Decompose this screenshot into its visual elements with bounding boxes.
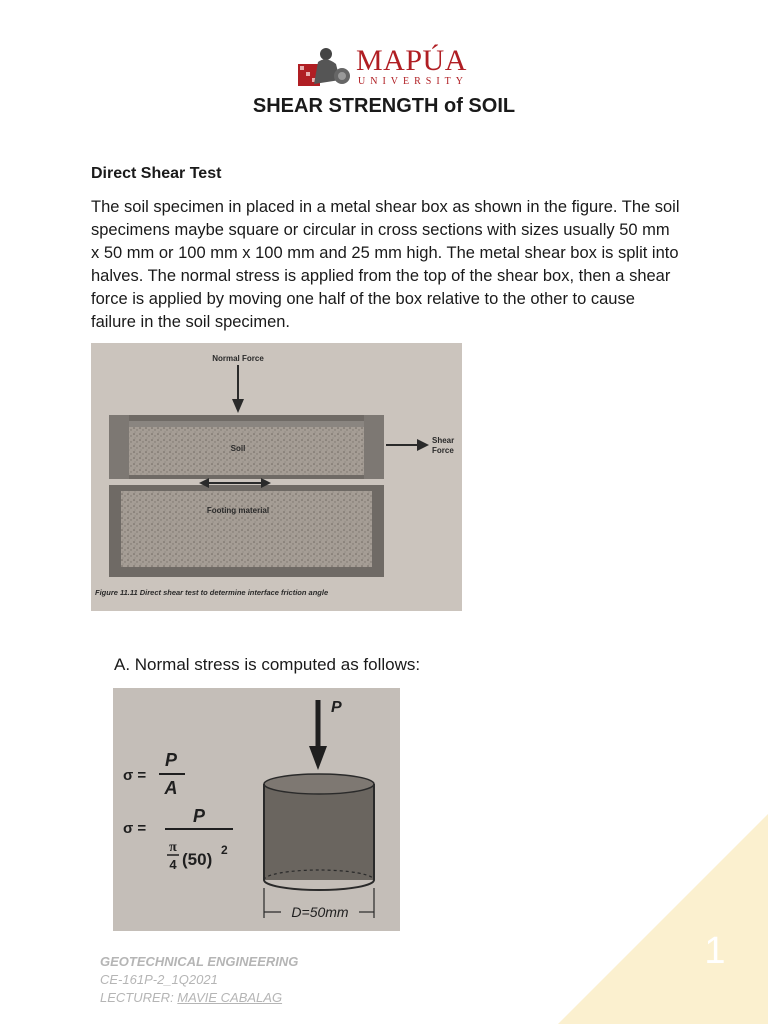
university-seal-icon (296, 44, 352, 88)
footer-lecturer-prefix: LECTURER: (100, 990, 178, 1005)
soil-label: Soil (230, 444, 246, 453)
normal-force-label: Normal Force (212, 354, 264, 363)
eq2-pi: π (169, 840, 177, 855)
logo-subtitle: UNIVERSITY (358, 76, 468, 87)
figure1-caption: Figure 11.11 Direct shear test to determine interface friction angle (95, 588, 329, 597)
list-item-a: A. Normal stress is computed as follows: (114, 655, 421, 674)
footer-lecturer (100, 989, 298, 1007)
eq1-lhs: σ = (123, 767, 147, 784)
page-number: 1 (704, 930, 726, 972)
section-heading: Direct Shear Test (91, 165, 222, 182)
eq2-numerator: P (192, 806, 206, 826)
logo-name: MAPÚA (356, 44, 467, 77)
body-paragraph: The soil specimen in placed in a metal shear box as shown in the figure. The soil specimens maybe square or circular in cross sections with sizes usually 50 mm x 50 mm or 100 mm x 100 mm and 25 mm high. The metal shear box is split into halves. The normal stress is applied from the top of the shear box, then a shear force is applied by moving one half of the box relative to the other to cause failure in the soil specimen. (91, 198, 680, 331)
university-logo (296, 42, 476, 90)
eq2-lhs: σ = (123, 820, 147, 837)
footer (100, 953, 298, 1007)
eq1-denominator: A (164, 778, 178, 798)
page-corner-decoration (558, 814, 768, 1024)
normal-stress-figure (113, 688, 400, 931)
eq1-numerator: P (164, 750, 178, 770)
direct-shear-figure (91, 343, 462, 611)
footer-course: GEOTECHNICAL ENGINEERING (100, 954, 299, 969)
footing-material-label: Footing material (206, 506, 270, 515)
eq2-four: 4 (169, 857, 177, 872)
diameter-label: D=50mm (291, 904, 349, 920)
eq2-exponent: 2 (221, 843, 228, 857)
eq2-denominator: (50) (182, 850, 213, 869)
lecturer-name-link[interactable]: MAVIE CABALAG (177, 990, 283, 1005)
page-title: SHEAR STRENGTH of SOIL (252, 95, 516, 117)
load-label: P (331, 699, 342, 716)
shear-force-label-line1: Shear (432, 436, 455, 445)
shear-force-label-line2: Force (432, 446, 454, 455)
footer-code: CE-161P-2_1Q2021 (100, 972, 218, 987)
